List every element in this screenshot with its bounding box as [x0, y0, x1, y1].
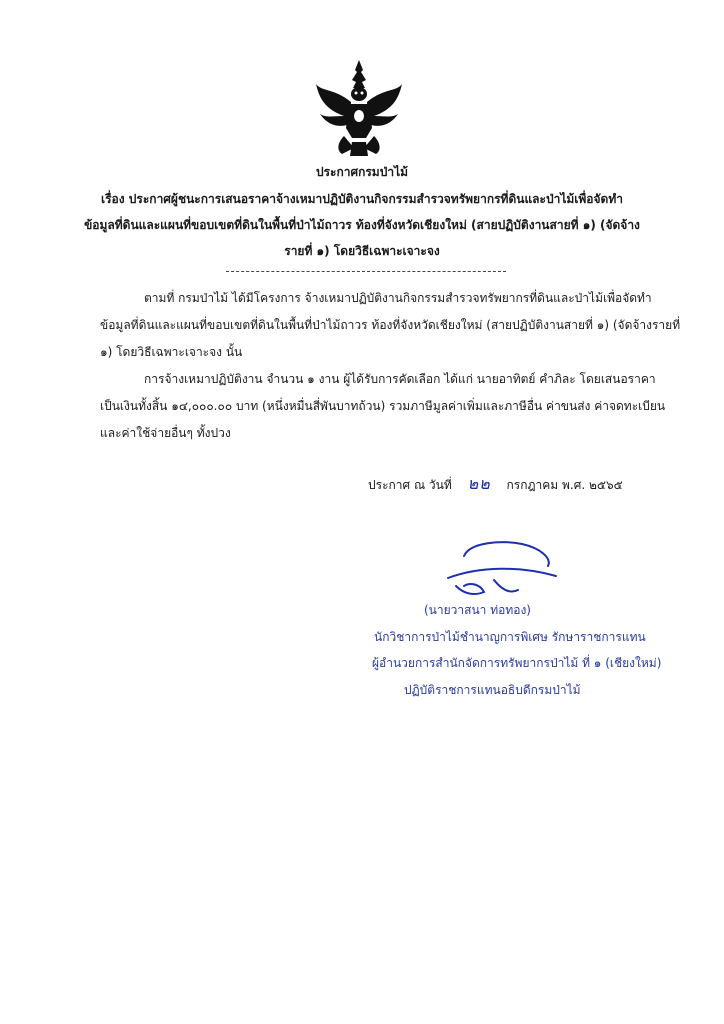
signatory-position: นักวิชาการป่าไม้ชำนาญการพิเศษ รักษาราชการแทน: [374, 630, 646, 644]
body-paragraph-line: ข้อมูลที่ดินและแผนที่ขอบเขตที่ดินในพื้นที่ป่าไม้ถาวร ท้องที่จังหวัดเชียงใหม่ (สายปฏิบัติงานสายที่ ๑) (จัดจ้างรายที่: [100, 318, 681, 332]
announce-day: ๒๒: [467, 474, 491, 493]
handwritten-signature: [440, 536, 560, 602]
subject-line: รายที่ ๑) โดยวิธีเฉพาะเจาะจง: [284, 244, 440, 258]
signatory-position: ผู้อำนวยการสำนักจัดการทรัพยากรป่าไม้ ที่ ๑ (เชียงใหม่): [372, 656, 662, 670]
subject-line: เรื่อง ประกาศผู้ชนะการเสนอราคาจ้างเหมาปฏิบัติงานกิจกรรมสำรวจทรัพยากรที่ดินและป่าไม้เพื่อจัดทำ: [101, 192, 623, 206]
body-paragraph-line: การจ้างเหมาปฏิบัติงาน จำนวน ๑ งาน ผู้ได้รับการคัดเลือก ได้แก่ นายอาทิตย์ คำภิละ โดยเสนอราคา: [144, 372, 656, 386]
announce-month-year: กรกฎาคม พ.ศ. ๒๕๖๕: [506, 478, 623, 492]
document-title: ประกาศกรมป่าไม้: [315, 165, 409, 179]
signatory-name: (นายวาสนา ท่อทอง): [424, 603, 531, 617]
body-paragraph-line: ตามที่ กรมป่าไม้ ได้มีโครงการ จ้างเหมาปฏิบัติงานกิจกรรมสำรวจทรัพยากรที่ดินและป่าไม้เพื่อจัดทำ: [144, 291, 652, 305]
separator-line: [226, 271, 506, 272]
body-paragraph-line: ๑) โดยวิธีเฉพาะเจาะจง นั้น: [100, 345, 243, 359]
body-paragraph-line: เป็นเงินทั้งสิ้น ๑๔,๐๐๐.๐๐ บาท (หนึ่งหมื่นสี่พันบาทถ้วน) รวมภาษีมูลค่าเพิ่มและภาษีอื่น ค่าขนส่ง ค่าจดทะเบียน: [100, 399, 666, 413]
announcement-date: [368, 474, 623, 495]
garuda-emblem-icon: [314, 58, 404, 158]
announce-prefix: ประกาศ ณ วันที่: [368, 478, 452, 492]
subject-line: ข้อมูลที่ดินและแผนที่ขอบเขตที่ดินในพื้นที่ป่าไม้ถาวร ท้องที่จังหวัดเชียงใหม่ (สายปฏิบัติงานสายที่ ๑) (จัดจ้าง: [84, 218, 640, 232]
signatory-position: ปฏิบัติราชการแทนอธิบดีกรมป่าไม้: [404, 683, 581, 697]
body-paragraph-line: และค่าใช้จ่ายอื่นๆ ทั้งปวง: [100, 426, 231, 440]
